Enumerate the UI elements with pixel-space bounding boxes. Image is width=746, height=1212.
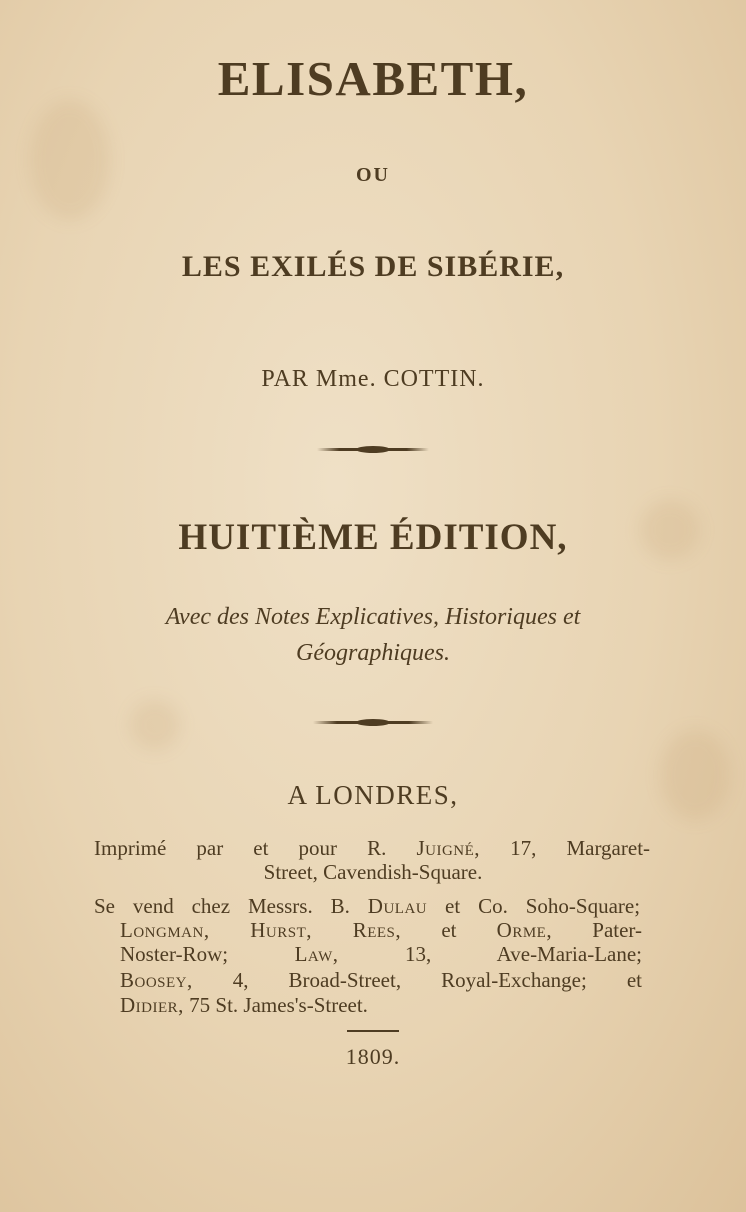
sold-prefix: Se vend chez Messrs. B. — [94, 894, 350, 918]
seller-3-rest: 13, Ave-Maria-Lane; — [405, 942, 642, 966]
book-subtitle: LES EXILÉS DE SIBÉRIE, — [181, 250, 565, 283]
seller-line-5 — [120, 993, 460, 1018]
ornamental-rule-top — [317, 448, 429, 451]
seller-1-name: Dulau — [367, 894, 428, 918]
seller-4-rest: 4, Broad-Street, Royal-Exchange; et — [232, 968, 642, 992]
seller-2-address-end: Noster-Row; — [120, 942, 229, 966]
printer-address-line: Street, Cavendish-Square. — [263, 860, 483, 884]
seller-line-2 — [120, 918, 642, 943]
book-title: ELISABETH, — [217, 51, 529, 106]
seller-1-rest: et Co. Soho-Square; — [445, 894, 641, 918]
seller-line-4 — [120, 968, 642, 993]
seller-2-rest: Pater- — [592, 918, 643, 942]
printer-address-start: 17, Margaret- — [510, 836, 651, 860]
author-line: PAR Mme. COTTIN. — [261, 366, 485, 392]
seller-5-rest: 75 St. James's-Street. — [189, 993, 368, 1017]
edition-label: HUITIÈME ÉDITION, — [178, 517, 568, 558]
seller-2-names: Longman, Hurst, Rees, — [120, 918, 402, 942]
imprint-place: A LONDRES, — [287, 780, 459, 810]
printer-prefix: Imprimé par et pour R. — [94, 836, 387, 860]
seller-4-name: Boosey, — [120, 968, 193, 992]
seller-3-name: Law, — [294, 942, 339, 966]
seller-line-1 — [94, 894, 640, 919]
publication-year: 1809. — [345, 1044, 401, 1069]
notes-description-line-1: Avec des Notes Explicatives, Historiques et — [165, 604, 581, 630]
seller-2-last: Orme, — [496, 918, 553, 942]
title-connector: OU — [356, 164, 390, 186]
seller-5-name: Didier, — [120, 993, 184, 1017]
seller-2-and: et — [441, 918, 457, 942]
seller-line-3 — [120, 942, 642, 967]
printer-name: Juigné, — [416, 836, 481, 860]
printer-line — [94, 836, 650, 861]
notes-description-line-2: Géographiques. — [296, 640, 450, 666]
ornamental-rule-middle — [313, 721, 433, 724]
short-rule — [347, 1030, 399, 1032]
